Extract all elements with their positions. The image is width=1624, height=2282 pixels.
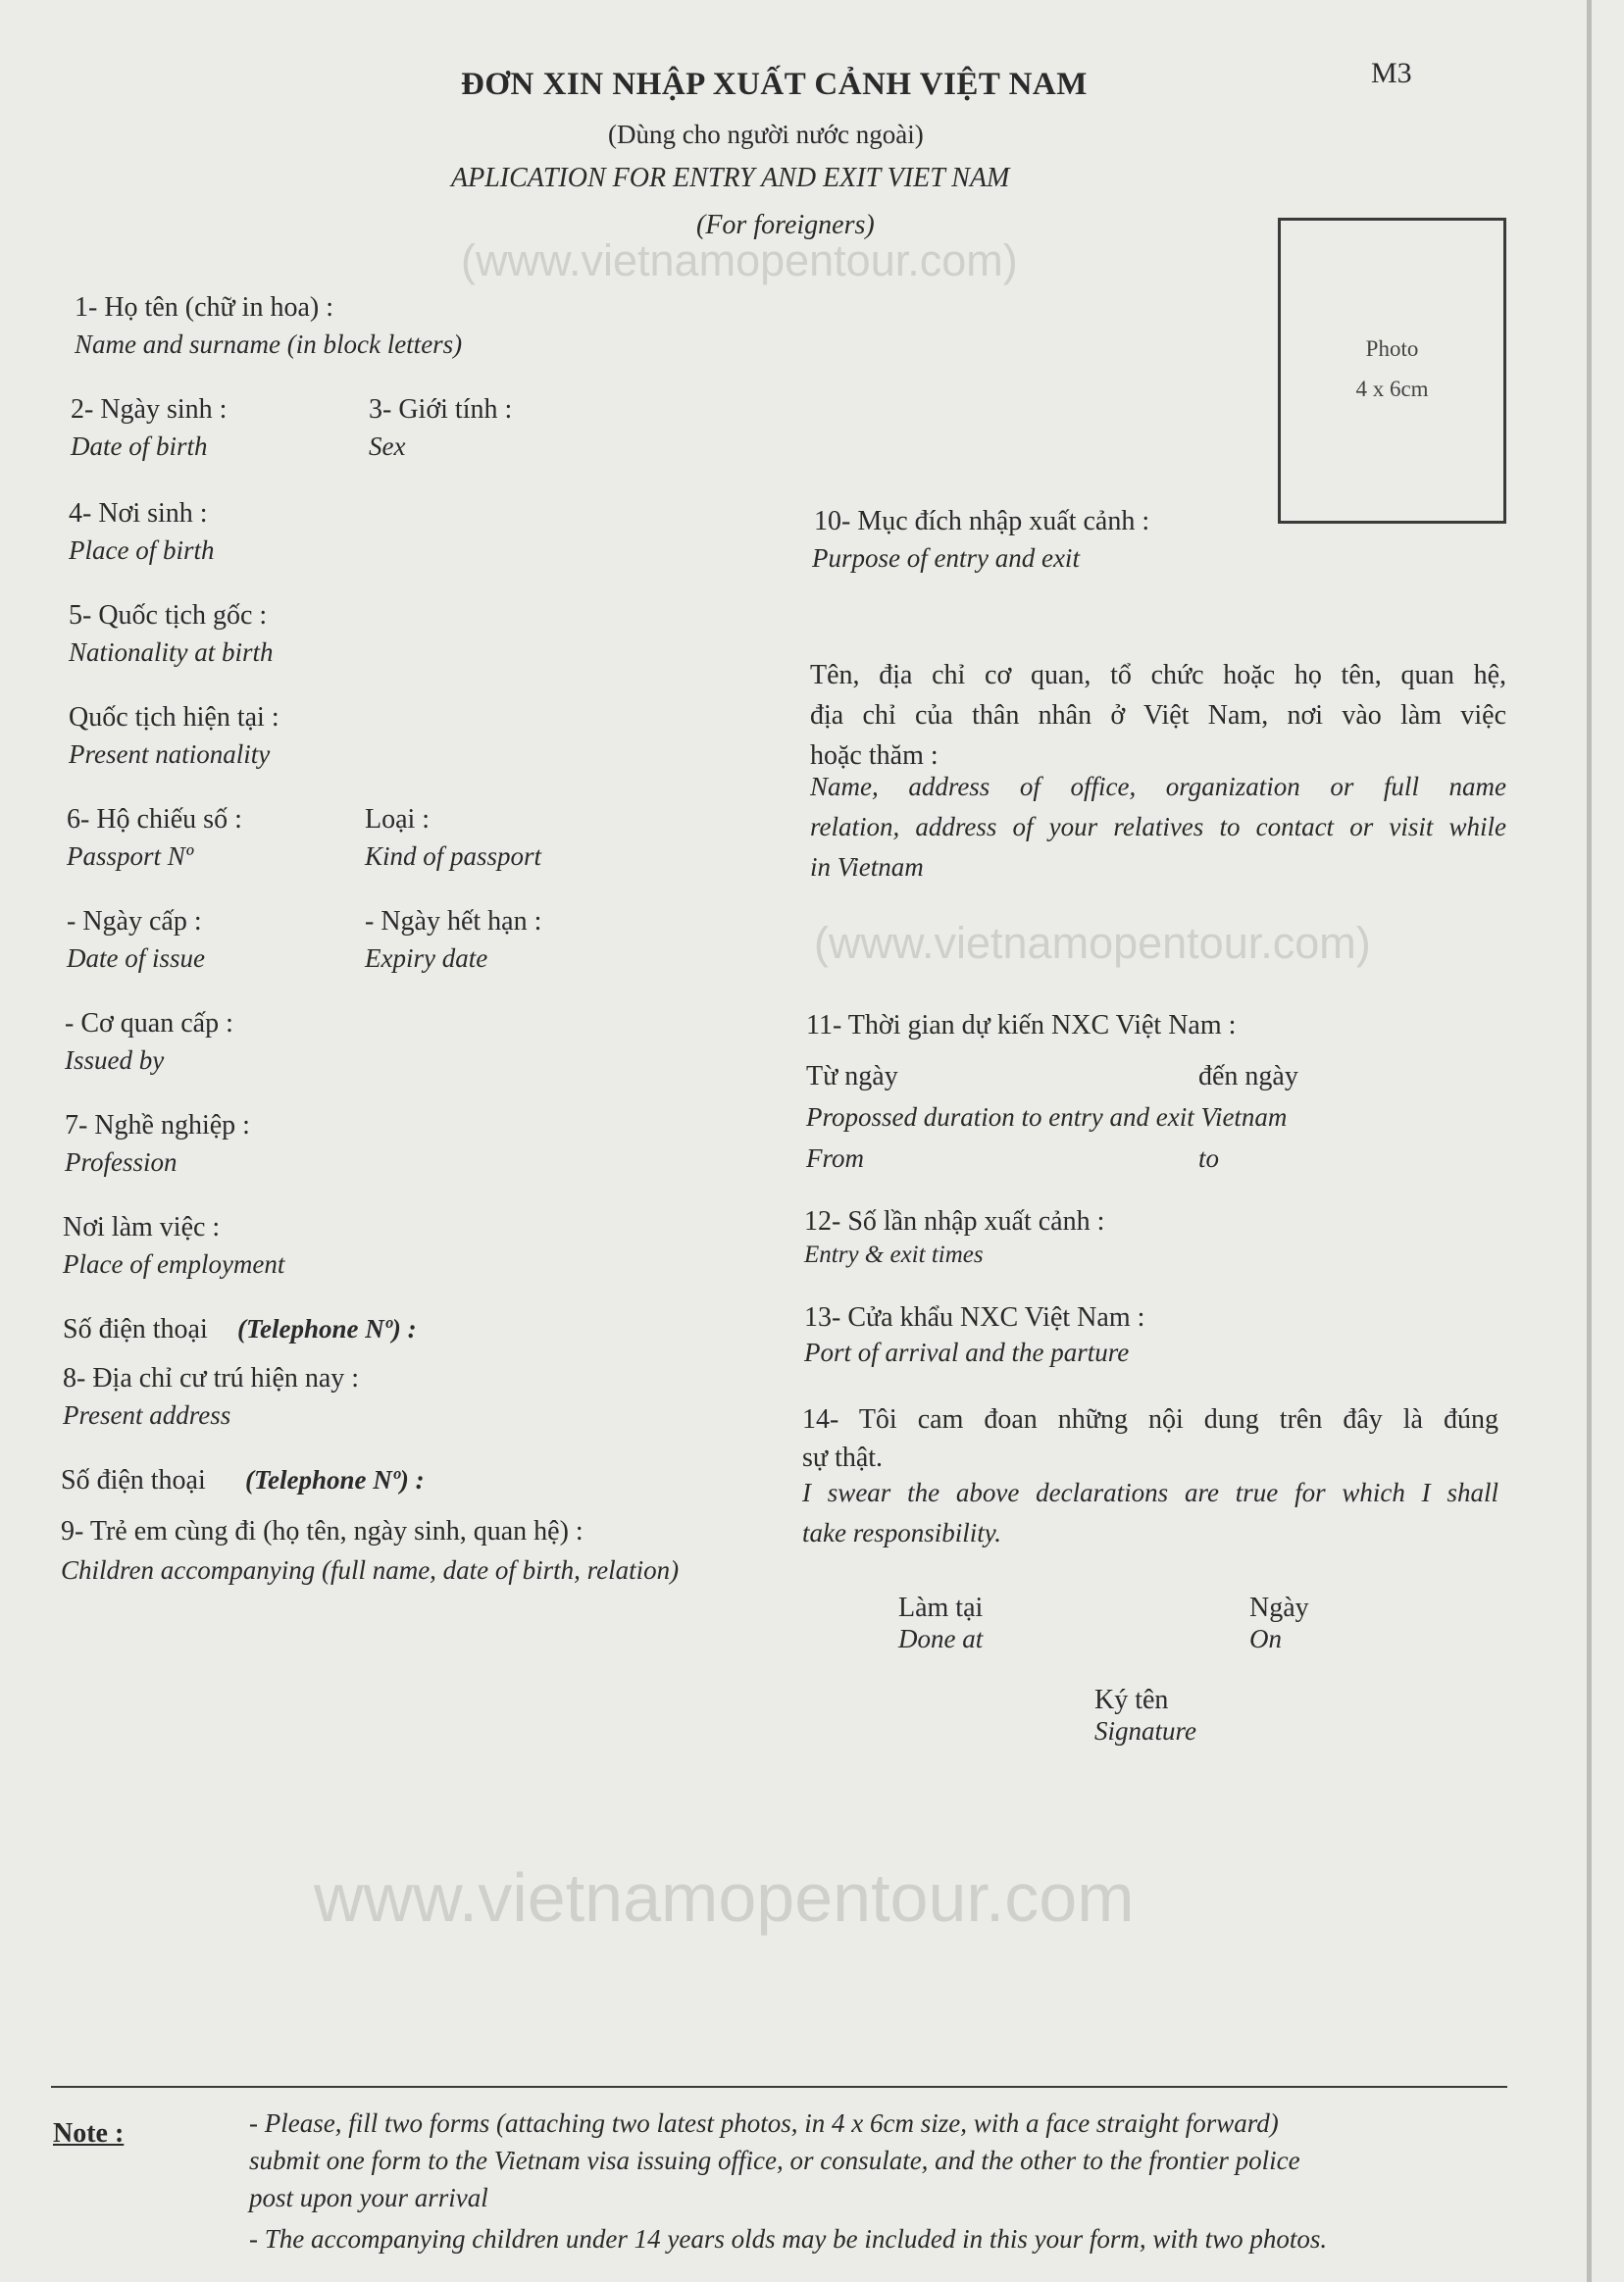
field-3-label-en: Sex [369, 431, 406, 461]
note-line-4: - The accompanying children under 14 years olds may be included in this your form, with two photos. [249, 2224, 1328, 2254]
contact-vi-line-3: hoặc thăm : [810, 740, 939, 771]
field-6e-label-vi: - Cơ quan cấp : [65, 1008, 233, 1039]
field-14-vi-line-2: sự thật. [802, 1443, 884, 1473]
signature-label-vi: Ký tên [1094, 1685, 1169, 1715]
note-line-1: - Please, fill two forms (attaching two latest photos, in 4 x 6cm size, with a face straight forward) [249, 2108, 1279, 2138]
field-4-label-en: Place of birth [69, 535, 215, 565]
note-line-2: submit one form to the Vietnam visa issuing office, or consulate, and the other to the frontier police [249, 2146, 1300, 2175]
field-11-from-en: From [806, 1143, 864, 1173]
contact-label-vi [810, 655, 1506, 776]
field-14-vi-line-1: 14- Tôi cam đoan những nội dung trên đây là đúng [802, 1404, 1498, 1435]
field-7-label-vi: 7- Nghề nghiệp : [65, 1110, 250, 1141]
field-14-label-vi [802, 1400, 1498, 1477]
field-8b-label-vi: Số điện thoại [61, 1465, 206, 1496]
field-14-en-line-1: I swear the above declarations are true for which I shall [802, 1478, 1498, 1507]
field-11-to-en: to [1198, 1143, 1220, 1173]
note-label: Note : [53, 2118, 125, 2149]
field-7c-label-en: (Telephone Nº) : [237, 1314, 417, 1344]
field-8-label-vi: 8- Địa chỉ cư trú hiện nay : [63, 1363, 360, 1394]
date-label-vi: Ngày [1249, 1593, 1309, 1623]
field-7c-label-vi: Số điện thoại [63, 1314, 208, 1344]
field-8-label-en: Present address [63, 1400, 231, 1430]
field-1-label-vi: 1- Họ tên (chữ in hoa) : [75, 292, 333, 323]
field-5b-label-en: Present nationality [69, 739, 271, 769]
page-edge-shadow [1587, 0, 1592, 2282]
watermark-top: (www.vietnamopentour.com) [461, 235, 1018, 285]
watermark-middle: (www.vietnamopentour.com) [814, 918, 1371, 968]
done-at-label-en: Done at [898, 1624, 984, 1653]
contact-label-en [810, 767, 1506, 887]
photo-label: Photo [1365, 336, 1419, 361]
photo-size: 4 x 6cm [1355, 377, 1429, 401]
field-6d-label-en: Expiry date [365, 943, 488, 973]
field-10-label-en: Purpose of entry and exit [812, 543, 1080, 573]
field-6b-label-vi: Loại : [365, 804, 431, 835]
field-7b-label-en: Place of employment [63, 1249, 285, 1279]
field-6b-label-en: Kind of passport [365, 841, 542, 871]
field-13-label-en: Port of arrival and the parture [804, 1338, 1130, 1367]
field-7-label-en: Profession [65, 1147, 178, 1177]
field-5-label-vi: 5- Quốc tịch gốc : [69, 600, 268, 631]
field-6-label-en: Passport Nº [67, 841, 194, 871]
field-7b-label-vi: Nơi làm việc : [63, 1212, 221, 1242]
field-13-label-vi: 13- Cửa khẩu NXC Việt Nam : [804, 1302, 1145, 1333]
field-8b-label-en: (Telephone Nº) : [245, 1465, 425, 1495]
note-line-3: post upon your arrival [249, 2183, 488, 2212]
field-2-label-vi: 2- Ngày sinh : [71, 394, 228, 425]
field-6d-label-vi: - Ngày hết hạn : [365, 906, 542, 937]
field-11-from-vi: Từ ngày [806, 1061, 898, 1091]
field-3-label-vi: 3- Giới tính : [369, 394, 513, 425]
form-title: ĐƠN XIN NHẬP XUẤT CẢNH VIỆT NAM [461, 67, 1088, 102]
contact-en-line-1: Name, address of office, organization or full name [810, 772, 1506, 801]
field-11-label-en: Propossed duration to entry and exit Vietnam [806, 1102, 1288, 1132]
field-6-label-vi: 6- Hộ chiếu số : [67, 804, 242, 835]
watermark-bottom: www.vietnamopentour.com [314, 1859, 1135, 1936]
subtitle-vi: (Dùng cho người nước ngoài) [608, 120, 924, 149]
done-at-label-vi: Làm tại [898, 1593, 984, 1623]
field-1-label-en: Name and surname (in block letters) [75, 330, 463, 359]
field-14-en-line-2: take responsibility. [802, 1518, 1001, 1547]
contact-vi-line-2: địa chỉ của thân nhân ở Việt Nam, nơi vào làm việc [810, 700, 1506, 731]
title-en: APLICATION FOR ENTRY AND EXIT VIET NAM [451, 163, 1010, 193]
form-code: M3 [1371, 57, 1412, 89]
photo-box [1278, 218, 1506, 524]
field-11-to-vi: đến ngày [1198, 1061, 1298, 1091]
field-10-label-vi: 10- Mục đích nhập xuất cảnh : [814, 506, 1150, 536]
signature-label-en: Signature [1094, 1716, 1196, 1746]
field-6e-label-en: Issued by [65, 1045, 165, 1075]
field-14-label-en [802, 1473, 1498, 1553]
field-12-label-en: Entry & exit times [804, 1242, 984, 1268]
field-5-label-en: Nationality at birth [69, 637, 274, 667]
date-label-en: On [1249, 1624, 1282, 1653]
field-6c-label-vi: - Ngày cấp : [67, 906, 202, 937]
field-9-label-vi: 9- Trẻ em cùng đi (họ tên, ngày sinh, quan hệ) : [61, 1516, 584, 1547]
contact-en-line-3: in Vietnam [810, 852, 924, 882]
field-4-label-vi: 4- Nơi sinh : [69, 498, 208, 529]
field-11-label-vi: 11- Thời gian dự kiến NXC Việt Nam : [806, 1010, 1237, 1040]
subtitle-en: (For foreigners) [696, 210, 875, 240]
contact-vi-line-1: Tên, địa chỉ cơ quan, tổ chức hoặc họ tên, quan hệ, [810, 660, 1506, 690]
field-9-label-en: Children accompanying (full name, date of birth, relation) [61, 1555, 680, 1585]
field-5b-label-vi: Quốc tịch hiện tại : [69, 702, 279, 733]
contact-en-line-2: relation, address of your relatives to contact or visit while [810, 812, 1506, 841]
field-6c-label-en: Date of issue [67, 943, 205, 973]
field-12-label-vi: 12- Số lần nhập xuất cảnh : [804, 1206, 1105, 1237]
field-2-label-en: Date of birth [71, 431, 208, 461]
note-divider [51, 2086, 1507, 2088]
